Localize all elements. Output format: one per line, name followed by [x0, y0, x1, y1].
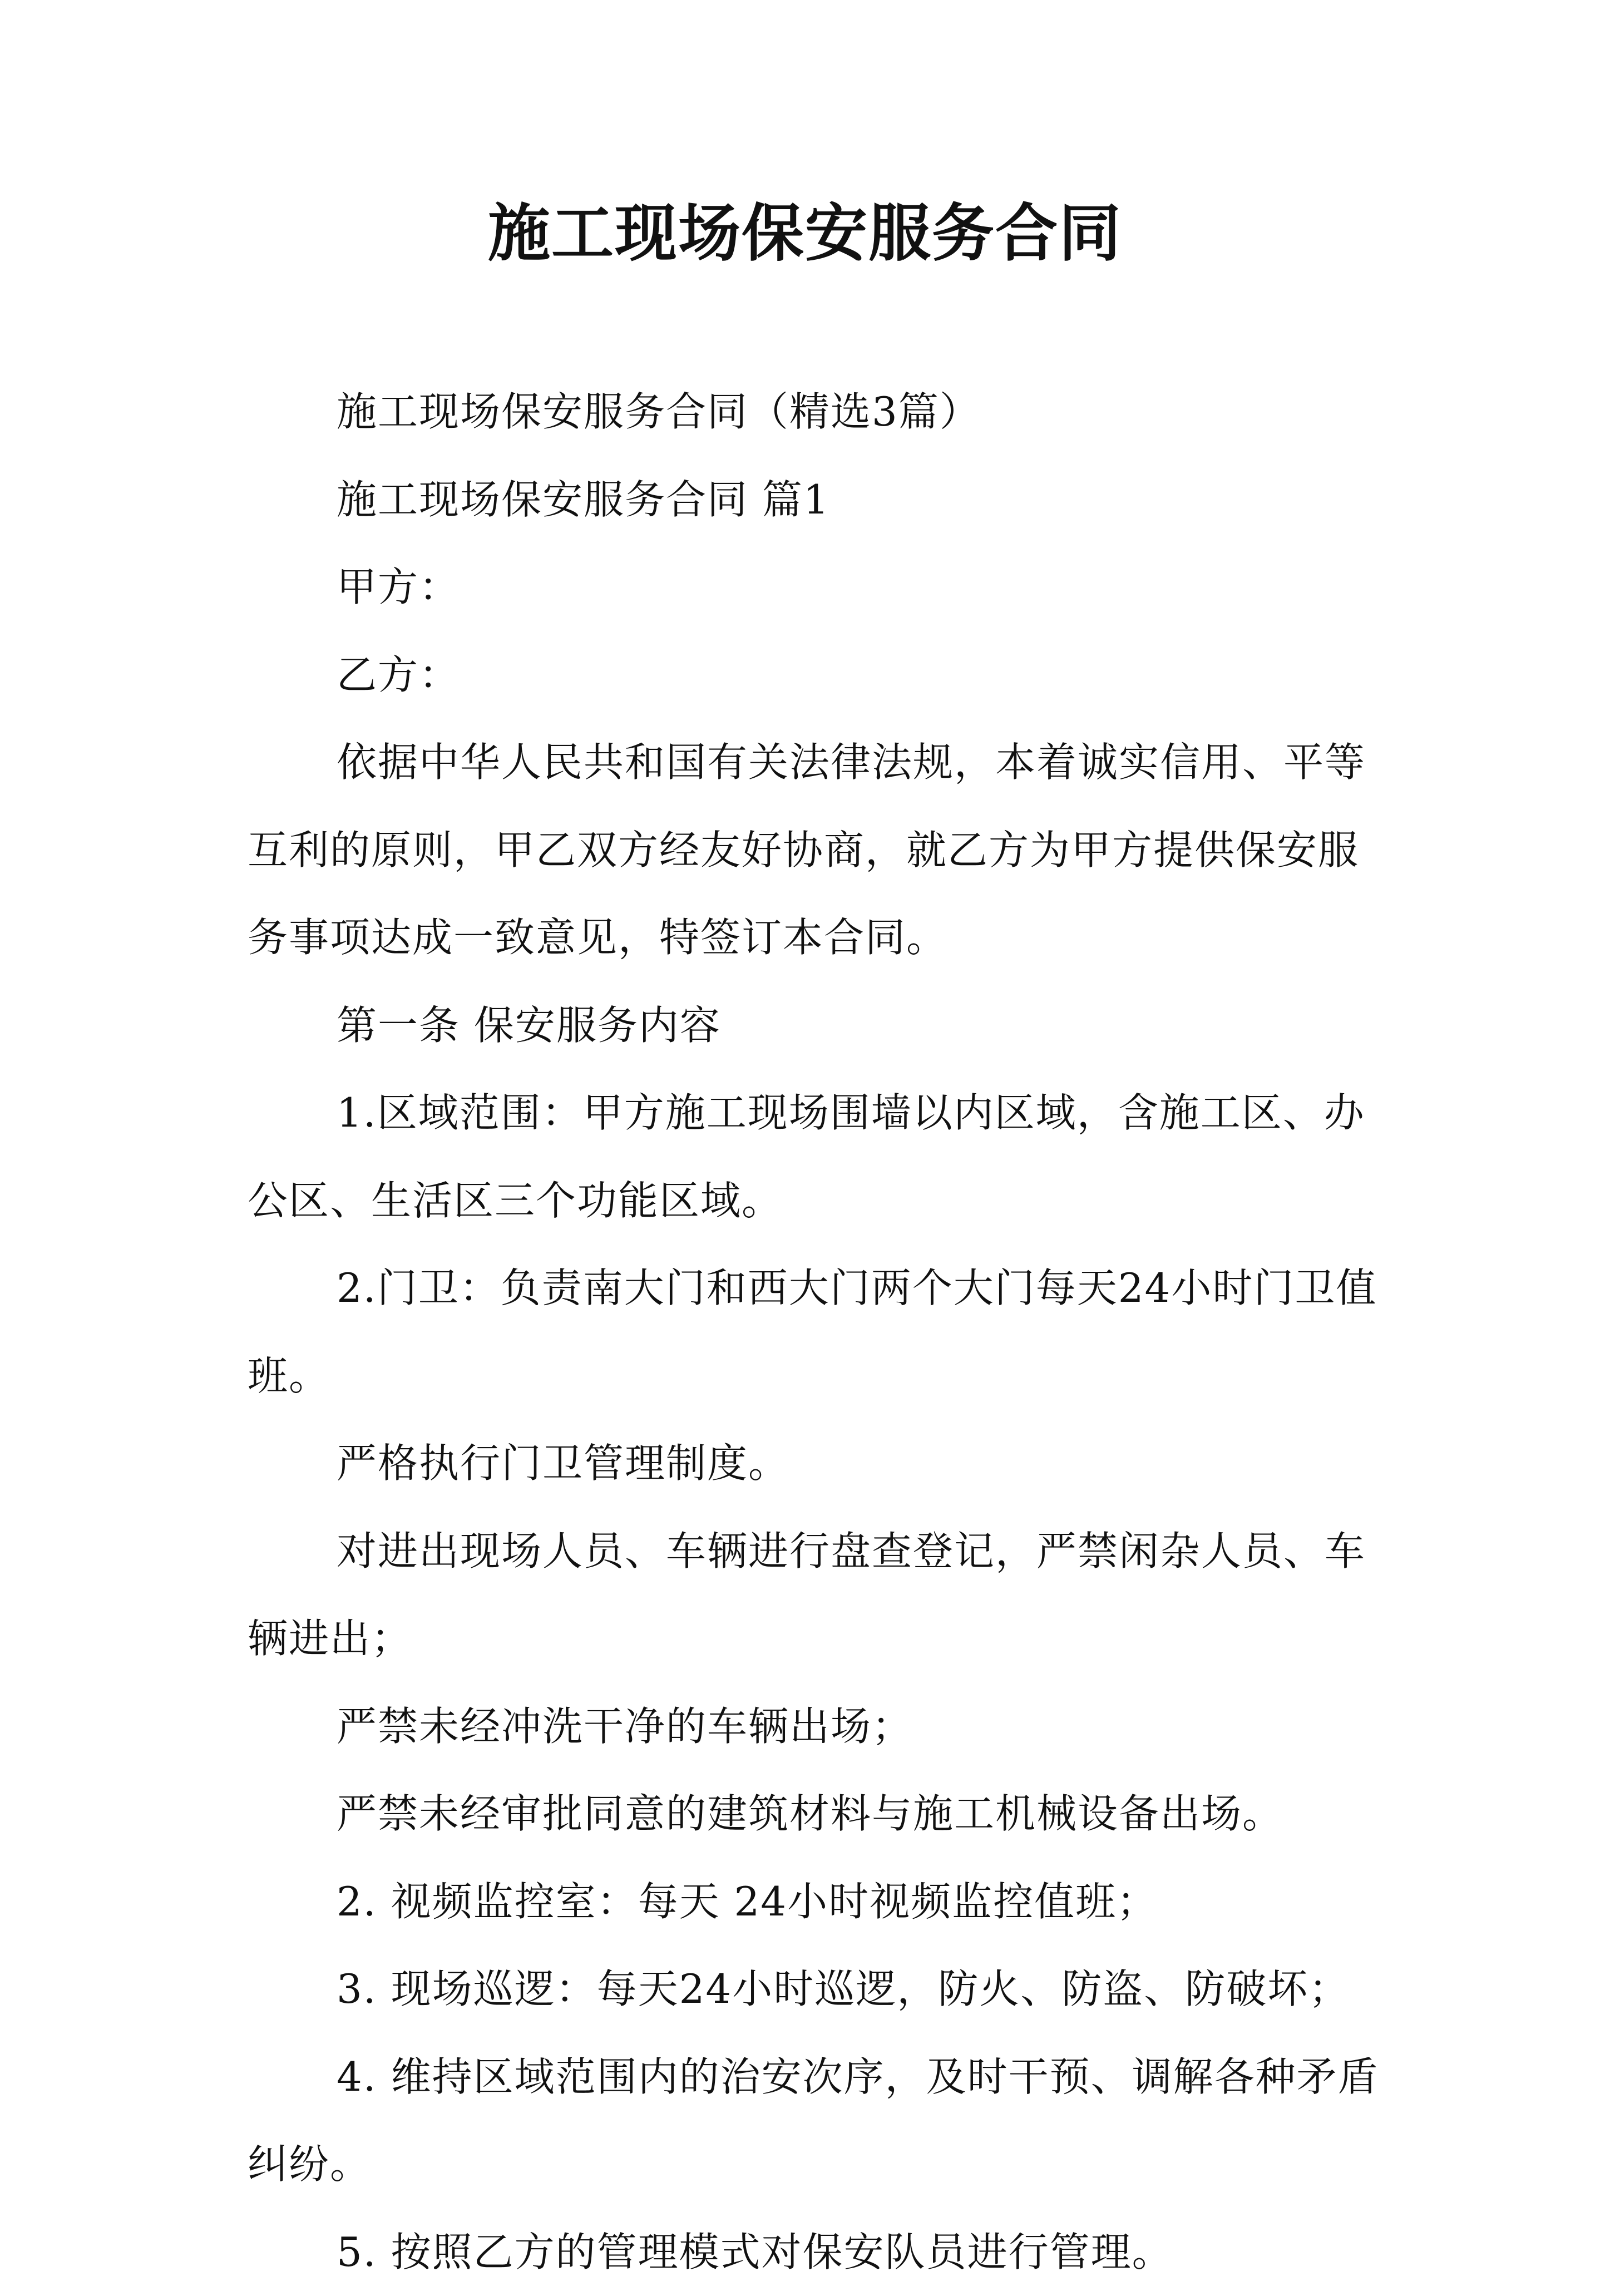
paragraph-party-b: 乙方： [248, 631, 1382, 719]
paragraph-subtitle: 施工现场保安服务合同（精选3篇） [248, 368, 1382, 456]
paragraph-section-heading: 施工现场保安服务合同 篇1 [248, 456, 1382, 544]
paragraph-clause: 1.区域范围：甲方施工现场围墙以内区域，含施工区、办公区、生活区三个功能区域。 [248, 1069, 1382, 1245]
paragraph-party-a: 甲方： [248, 544, 1382, 631]
paragraph-article-one-heading: 第一条 保安服务内容 [248, 982, 1382, 1070]
paragraph-preamble: 依据中华人民共和国有关法律法规，本着诚实信用、平等互利的原则，甲乙双方经友好协商，就乙方为甲方提供保安服务事项达成一致意见，特签订本合同。 [248, 719, 1382, 982]
paragraph-clause: 4. 维持区域范围内的治安次序，及时干预、调解各种矛盾纠纷。 [248, 2033, 1382, 2209]
paragraph-clause: 严禁未经审批同意的建筑材料与施工机械设备出场。 [248, 1770, 1382, 1858]
paragraph-clause: 严禁未经冲洗干净的车辆出场； [248, 1683, 1382, 1771]
paragraph-clause: 2.门卫：负责南大门和西大门两个大门每天24小时门卫值班。 [248, 1245, 1382, 1420]
paragraph-clause: 5. 按照乙方的管理模式对保安队员进行管理。 [248, 2209, 1382, 2296]
paragraph-clause: 2. 视频监控室：每天 24小时视频监控值班； [248, 1858, 1382, 1946]
document-body [248, 368, 1382, 2296]
paragraph-clause: 对进出现场人员、车辆进行盘查登记，严禁闲杂人员、车辆进出； [248, 1508, 1382, 1683]
document-title: 施工现场保安服务合同 [0, 189, 1610, 278]
paragraph-clause: 严格执行门卫管理制度。 [248, 1420, 1382, 1508]
paragraph-clause: 3. 现场巡逻：每天24小时巡逻，防火、防盗、防破坏； [248, 1946, 1382, 2033]
